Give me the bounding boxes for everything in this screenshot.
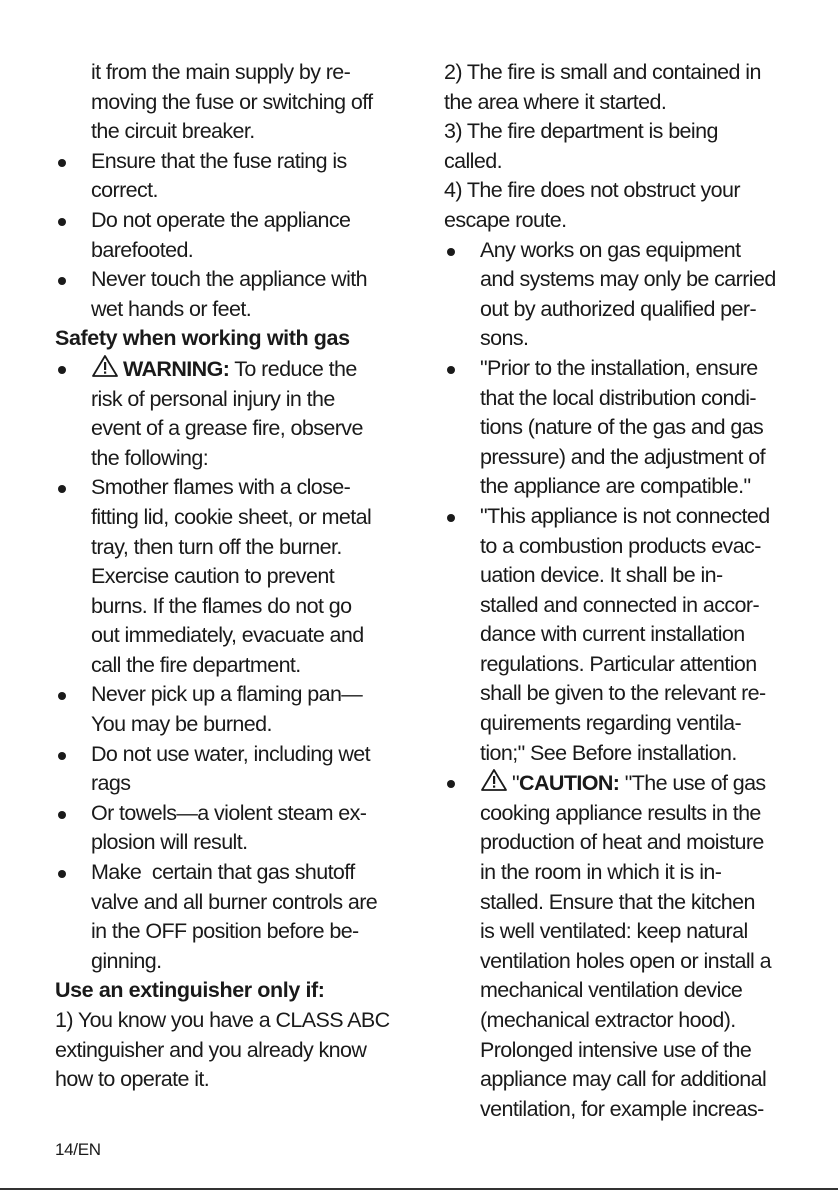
list-item — [55, 147, 395, 206]
text-line: the following: — [91, 445, 209, 470]
text-line: risk of personal injury in the — [91, 386, 335, 411]
text-line: rags — [91, 771, 131, 796]
text-line: tray, then turn off the burner. — [91, 534, 342, 559]
text-line: To reduce the — [229, 356, 357, 381]
text-line: out immediately, evacuate and — [91, 623, 364, 648]
warning-triangle-icon — [91, 354, 119, 378]
text-line: appliance may call for additional — [480, 1067, 767, 1092]
text-line: Any works on gas equipment — [480, 237, 741, 262]
text-line: tions (nature of the gas and gas — [480, 415, 764, 440]
text-line: pressure) and the adjustment of — [480, 444, 765, 469]
left-column — [55, 58, 395, 1095]
list-item — [55, 680, 395, 739]
text-line: 1) You know you have a CLASS ABC — [55, 1008, 390, 1032]
list-item — [444, 354, 789, 502]
text-line: "The use of gas — [619, 771, 766, 796]
text-line: in the OFF position before be- — [91, 919, 359, 944]
text-line: shall be given to the relevant re- — [480, 681, 766, 706]
text-line: (mechanical extractor hood). — [480, 1008, 736, 1032]
text-line: how to operate it. — [55, 1067, 210, 1092]
text-line: in the room in which it is in- — [480, 860, 722, 885]
text-line: escape route. — [444, 207, 567, 232]
text-line: stalled. Ensure that the kitchen — [480, 889, 755, 914]
text-line: tion;" See Before installation. — [480, 740, 737, 765]
text-line: the appliance are compatible." — [480, 474, 751, 499]
text-line: burns. If the flames do not go — [91, 593, 352, 618]
text-line: ginning. — [91, 948, 162, 973]
text-line: Prolonged intensive use of the — [480, 1037, 752, 1062]
text-line: Never touch the appliance with — [91, 267, 368, 292]
text-line: cooking appliance results in the — [480, 800, 761, 825]
text-line: is well ventilated: keep natural — [480, 919, 748, 944]
text-line: the area where it started. — [444, 89, 667, 114]
text-line: Do not use water, including wet — [91, 741, 370, 766]
text-line: Do not operate the appliance — [91, 207, 351, 232]
text-line: event of a grease fire, observe — [91, 416, 363, 441]
list-item — [55, 858, 395, 976]
text-line: plosion will result. — [91, 830, 248, 855]
caution-label: CAUTION: — [519, 771, 620, 796]
text-line: "This appliance is not connected — [480, 503, 770, 528]
list-item — [55, 206, 395, 265]
text-line: 3) The fire department is being — [444, 119, 718, 144]
text-line: You may be burned. — [91, 712, 272, 737]
text-line: stalled and connected in accor- — [480, 592, 759, 617]
text-line: Ensure that the fuse rating is — [91, 148, 347, 173]
text-line: correct. — [91, 178, 158, 203]
text-line: Exercise caution to prevent — [91, 564, 335, 589]
bottom-divider — [0, 1188, 838, 1190]
text-line: Or towels—a violent steam ex- — [91, 800, 367, 825]
list-item-caution — [444, 768, 789, 1124]
text-line: 2) The fire is small and contained in — [444, 60, 761, 84]
text-line: valve and all burner controls are — [91, 889, 378, 914]
text-line: uation device. It shall be in- — [480, 563, 723, 588]
text-line: called. — [444, 148, 502, 173]
text-line: fitting lid, cookie sheet, or metal — [91, 504, 372, 529]
warning-triangle-icon — [480, 768, 508, 792]
right-column — [444, 58, 789, 1124]
text-line: it from the main supply by re- — [91, 60, 351, 84]
text-line: out by authorized qualified per- — [480, 296, 757, 321]
text-line: extinguisher and you already know — [55, 1037, 367, 1062]
text-line: moving the fuse or switching off — [91, 89, 373, 114]
warning-label: WARNING: — [123, 356, 230, 381]
text-line: call the fire department. — [91, 652, 301, 677]
section-heading-gas-safety: Safety when working with gas — [55, 326, 350, 351]
text-line: barefooted. — [91, 237, 194, 262]
text-line: Never pick up a flaming pan— — [91, 682, 363, 707]
list-item — [55, 473, 395, 680]
text-line: mechanical ventilation device — [480, 978, 743, 1003]
list-item — [55, 265, 395, 324]
list-item — [55, 740, 395, 799]
text-line: ventilation, for example increas- — [480, 1096, 764, 1121]
text-line: production of heat and moisture — [480, 830, 764, 855]
section-heading-extinguisher: Use an extinguisher only if: — [55, 978, 325, 1003]
list-item — [444, 502, 789, 768]
text-line: 4) The fire does not obstruct your — [444, 178, 740, 203]
text-line: dance with current installation — [480, 622, 745, 647]
page-number: 14/EN — [55, 1140, 101, 1159]
text-line: the circuit breaker. — [91, 119, 255, 144]
caution-quote: " — [512, 771, 520, 796]
continuation-text — [55, 58, 395, 147]
text-line: Make certain that gas shutoff — [91, 860, 355, 885]
text-line: wet hands or feet. — [91, 296, 252, 321]
list-item — [55, 799, 395, 858]
text-line: "Prior to the installation, ensure — [480, 355, 758, 380]
text-line: quirements regarding ventila- — [480, 711, 742, 736]
text-line: to a combustion products evac- — [480, 533, 761, 558]
list-item — [444, 236, 789, 354]
text-line: ventilation holes open or install a — [480, 948, 771, 973]
text-line: regulations. Particular attention — [480, 651, 757, 676]
text-line: that the local distribution condi- — [480, 385, 756, 410]
text-line: Smother flames with a close- — [91, 475, 351, 500]
text-line: sons. — [480, 326, 529, 351]
text-line: and systems may only be carried — [480, 267, 776, 292]
list-item-warning — [55, 354, 395, 473]
